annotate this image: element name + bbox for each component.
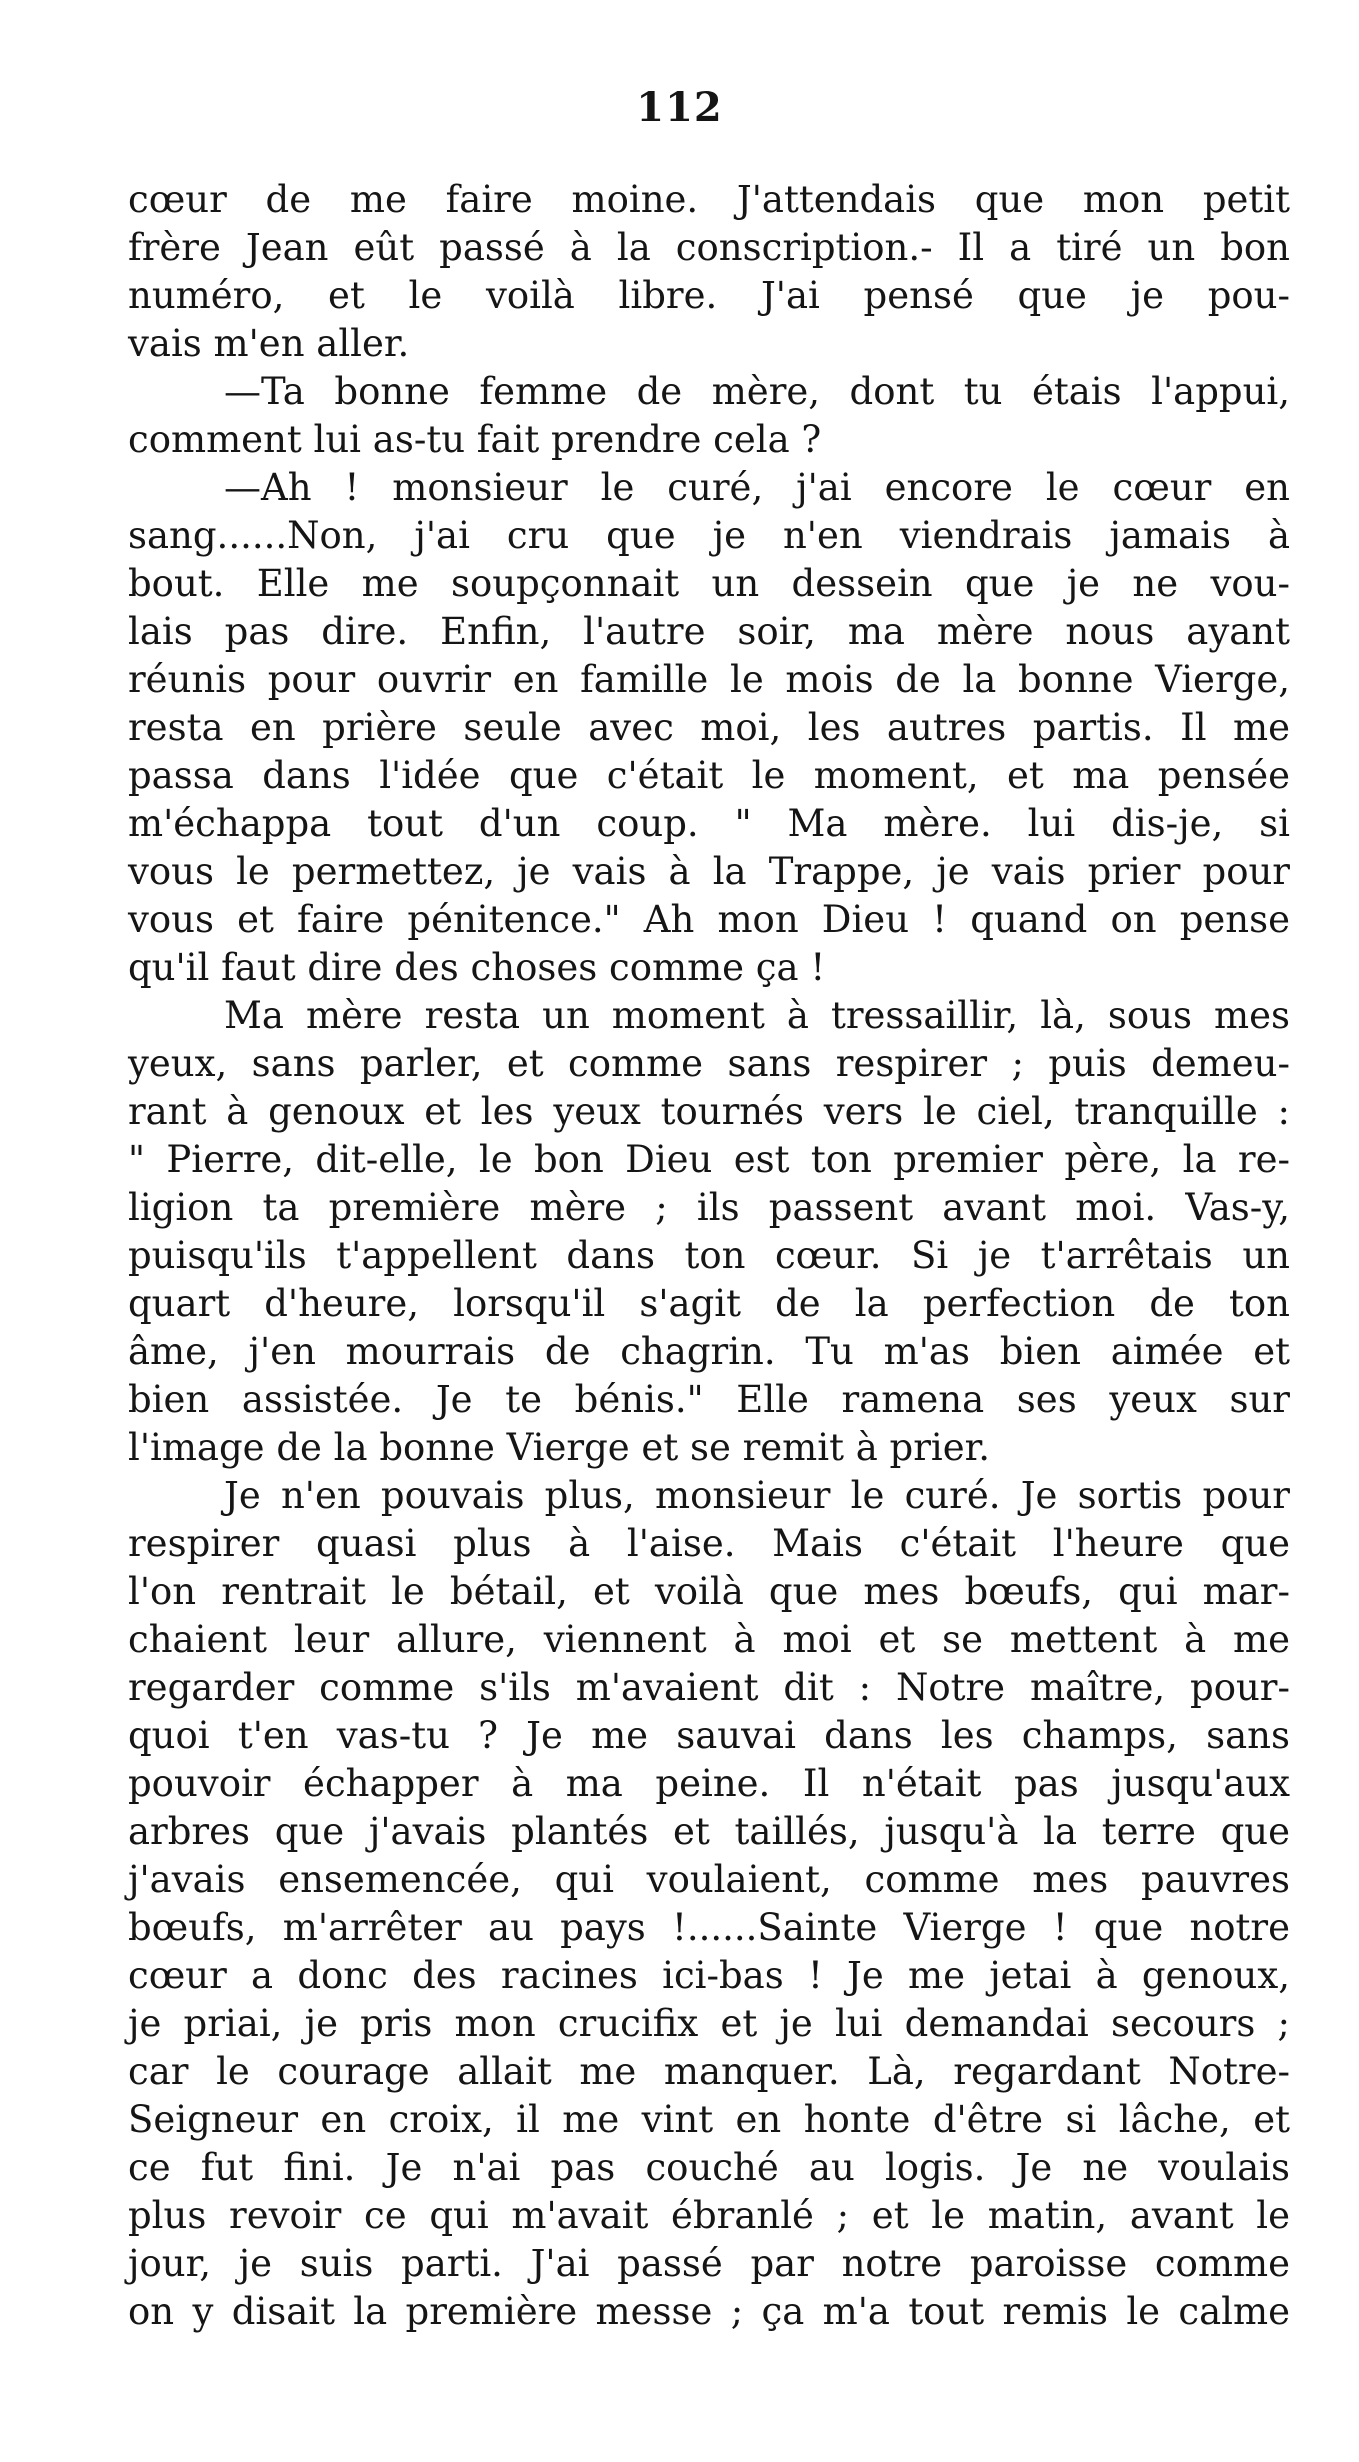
text-line: plus revoir ce qui m'avait ébranlé ; et le matin, avant le (128, 2194, 1290, 2237)
text-line: âme, j'en mourrais de chagrin. Tu m'as bien aimée et (128, 1330, 1290, 1373)
text-line: frère Jean eût passé à la conscription.- Il a tiré un bon (128, 226, 1290, 269)
text-line: ligion ta première mère ; ils passent avant moi. Vas-y, (128, 1186, 1290, 1229)
text-line: j'avais ensemencée, qui voulaient, comme mes pauvres (128, 1858, 1290, 1901)
text-line: bœufs, m'arrêter au pays !......Sainte Vierge ! que notre (128, 1906, 1290, 1949)
text-line: qu'il faut dire des choses comme ça ! (128, 946, 826, 989)
text-line: on y disait la première messe ; ça m'a tout remis le calme (128, 2290, 1290, 2333)
text-line: arbres que j'avais plantés et taillés, jusqu'à la terre que (128, 1810, 1290, 1853)
text-line: —Ta bonne femme de mère, dont tu étais l'appui, (224, 370, 1290, 413)
text-line: pouvoir échapper à ma peine. Il n'était pas jusqu'aux (128, 1762, 1290, 1805)
text-line: puisqu'ils t'appellent dans ton cœur. Si je t'arrêtais un (128, 1234, 1290, 1277)
text-line: je priai, je pris mon crucifix et je lui demandai secours ; (128, 2002, 1290, 2045)
text-line: quart d'heure, lorsqu'il s'agit de la perfection de ton (128, 1282, 1290, 1325)
text-line: réunis pour ouvrir en famille le mois de la bonne Vierge, (128, 658, 1290, 701)
text-line: resta en prière seule avec moi, les autres partis. Il me (128, 706, 1290, 749)
text-line: rant à genoux et les yeux tournés vers le ciel, tranquille : (128, 1090, 1290, 1133)
text-line: car le courage allait me manquer. Là, regardant Notre- (128, 2050, 1290, 2093)
text-line: quoi t'en vas-tu ? Je me sauvai dans les champs, sans (128, 1714, 1290, 1757)
text-line: bout. Elle me soupçonnait un dessein que je ne vou- (128, 562, 1290, 605)
body-text (128, 176, 1290, 2336)
text-line: l'on rentrait le bétail, et voilà que mes bœufs, qui mar- (128, 1570, 1290, 1613)
text-line: " Pierre, dit-elle, le bon Dieu est ton premier père, la re- (128, 1138, 1290, 1181)
text-line: lais pas dire. Enfin, l'autre soir, ma mère nous ayant (128, 610, 1290, 653)
text-line: bien assistée. Je te bénis." Elle ramena ses yeux sur (128, 1378, 1290, 1421)
text-line: jour, je suis parti. J'ai passé par notre paroisse comme (128, 2242, 1290, 2285)
text-line: regarder comme s'ils m'avaient dit : Notre maître, pour- (128, 1666, 1290, 1709)
text-line: numéro, et le voilà libre. J'ai pensé que je pou- (128, 274, 1290, 317)
text-line: vous le permettez, je vais à la Trappe, je vais prier pour (128, 850, 1290, 893)
text-line: cœur a donc des racines ici-bas ! Je me jetai à genoux, (128, 1954, 1290, 1997)
page-number: 112 (636, 84, 723, 131)
text-line: comment lui as-tu fait prendre cela ? (128, 418, 822, 461)
text-line: chaient leur allure, viennent à moi et se mettent à me (128, 1618, 1290, 1661)
text-line: cœur de me faire moine. J'attendais que mon petit (128, 178, 1290, 221)
text-line: ce fut fini. Je n'ai pas couché au logis. Je ne voulais (128, 2146, 1290, 2189)
text-line: vais m'en aller. (128, 322, 410, 365)
text-line: passa dans l'idée que c'était le moment, et ma pensée (128, 754, 1290, 797)
text-line: Seigneur en croix, il me vint en honte d'être si lâche, et (128, 2098, 1290, 2141)
text-line: sang......Non, j'ai cru que je n'en viendrais jamais à (128, 514, 1290, 557)
text-line: Je n'en pouvais plus, monsieur le curé. Je sortis pour (224, 1474, 1290, 1517)
text-line: Ma mère resta un moment à tressaillir, là, sous mes (224, 994, 1290, 1037)
text-line: —Ah ! monsieur le curé, j'ai encore le cœur en (224, 466, 1290, 509)
text-line: yeux, sans parler, et comme sans respirer ; puis demeu- (128, 1042, 1290, 1085)
text-line: respirer quasi plus à l'aise. Mais c'était l'heure que (128, 1522, 1290, 1565)
text-line: m'échappa tout d'un coup. " Ma mère. lui dis-je, si (128, 802, 1290, 845)
text-line: l'image de la bonne Vierge et se remit à prier. (128, 1426, 991, 1469)
text-line: vous et faire pénitence." Ah mon Dieu ! quand on pense (128, 898, 1290, 941)
